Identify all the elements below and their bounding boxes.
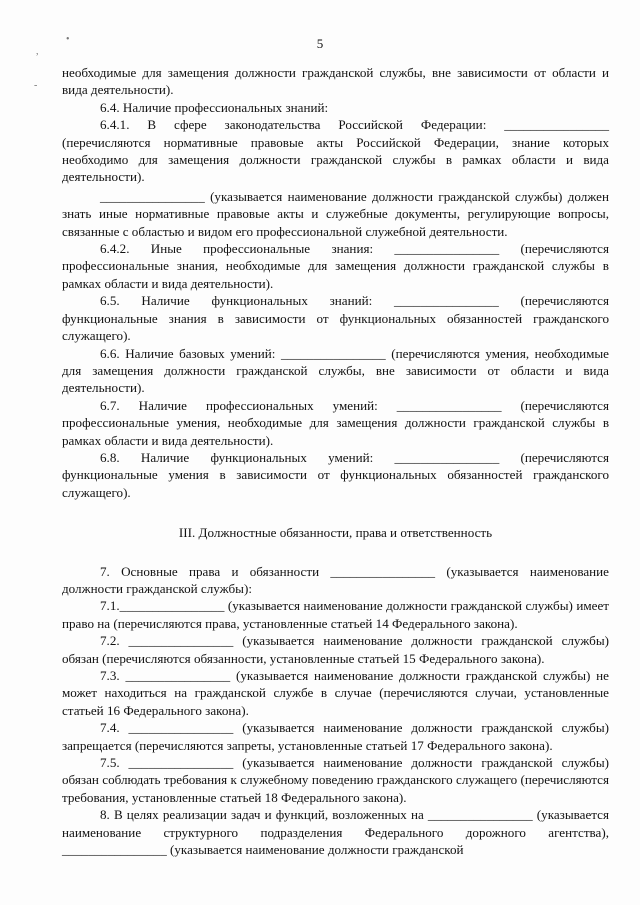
document-body <box>62 64 609 858</box>
section-heading: III. Должностные обязанности, права и ответственность <box>178 525 493 541</box>
paragraph-7-3: 7.3. ________________ (указывается наименование должности гражданской службы) не может находиться на гражданской службе в случае (перечисляются случаи, установленные статьей 16 Федерального закона). <box>62 668 609 718</box>
paragraph-6-6: 6.6. Наличие базовых умений: ________________ (перечисляются умения, необходимые для замещения должности гражданской службы, вне зависимости от области и вида деятельности). <box>62 345 609 396</box>
paragraph-8: 8. В целях реализации задач и функций, возложенных на ________________ (указывается наименование структурного подразделения Федерального дорожного агентства), ________________ (указывается наименование должности гражданской <box>62 807 609 858</box>
paragraph-6-4-1: 6.4.1. В сфере законодательства Российской Федерации: ________________ (перечисляются нормативные правовые акты Российской Федерации, знание которых необходимо для замещения должности гражданской службы в рамках области и вида деятельности). <box>62 117 609 185</box>
paragraph-6-4-2: 6.4.2. Иные профессиональные знания: ________________ (перечисляются профессиональные знания, необходимые для замещения должности гражданской службы в рамках области и вида деятельности). <box>62 241 609 291</box>
paragraph-7-4: 7.4. ________________ (указывается наименование должности гражданской службы) запрещается (перечисляются запреты, установленные статьей 17 Федерального закона). <box>62 720 609 753</box>
scan-mark: • <box>66 34 70 45</box>
scan-mark: - <box>34 80 38 91</box>
page-number: 5 <box>316 36 324 51</box>
paragraph-continuation: необходимые для замещения должности гражданской службы, вне зависимости от области и вида деятельности). <box>62 65 609 98</box>
paragraph-position-knowledge: ________________ (указывается наименование должности гражданской службы) должен знать иные нормативные правовые акты и служебные документы, регулирующие вопросы, связанные с областью и видом его профессиональной служебной деятельности. <box>62 188 609 239</box>
paragraph-7-2: 7.2. ________________ (указывается наименование должности гражданской службы) обязан (перечисляются обязанности, установленные статьей 15 Федерального закона). <box>62 633 609 666</box>
paragraph-6-4: 6.4. Наличие профессиональных знаний: <box>100 99 329 115</box>
paragraph-7: 7. Основные права и обязанности ________________ (указывается наименование должности гражданской службы): <box>62 563 609 596</box>
paragraph-6-5: 6.5. Наличие функциональных знаний: ________________ (перечисляются функциональные знания в зависимости от функциональных обязанностей гражданского служащего). <box>62 293 609 344</box>
paragraph-6-7: 6.7. Наличие профессиональных умений: ________________ (перечисляются профессиональные умения, необходимые для замещения должности гражданской службы в рамках области и вида деятельности). <box>62 397 609 448</box>
paragraph-6-8: 6.8. Наличие функциональных умений: ________________ (перечисляются функциональные умения в зависимости от функциональных обязанностей гражданского служащего). <box>62 449 609 500</box>
paragraph-7-1: 7.1.________________ (указывается наименование должности гражданской службы) имеет право на (перечисляются права, установленные статьей 14 Федерального закона). <box>62 598 609 631</box>
scan-mark: , <box>36 46 39 57</box>
paragraph-7-5: 7.5. ________________ (указывается наименование должности гражданской службы) обязан соблюдать требования к служебному поведению гражданского служащего (перечисляются требования, установленные статьей 18 Федерального закона). <box>62 755 609 805</box>
